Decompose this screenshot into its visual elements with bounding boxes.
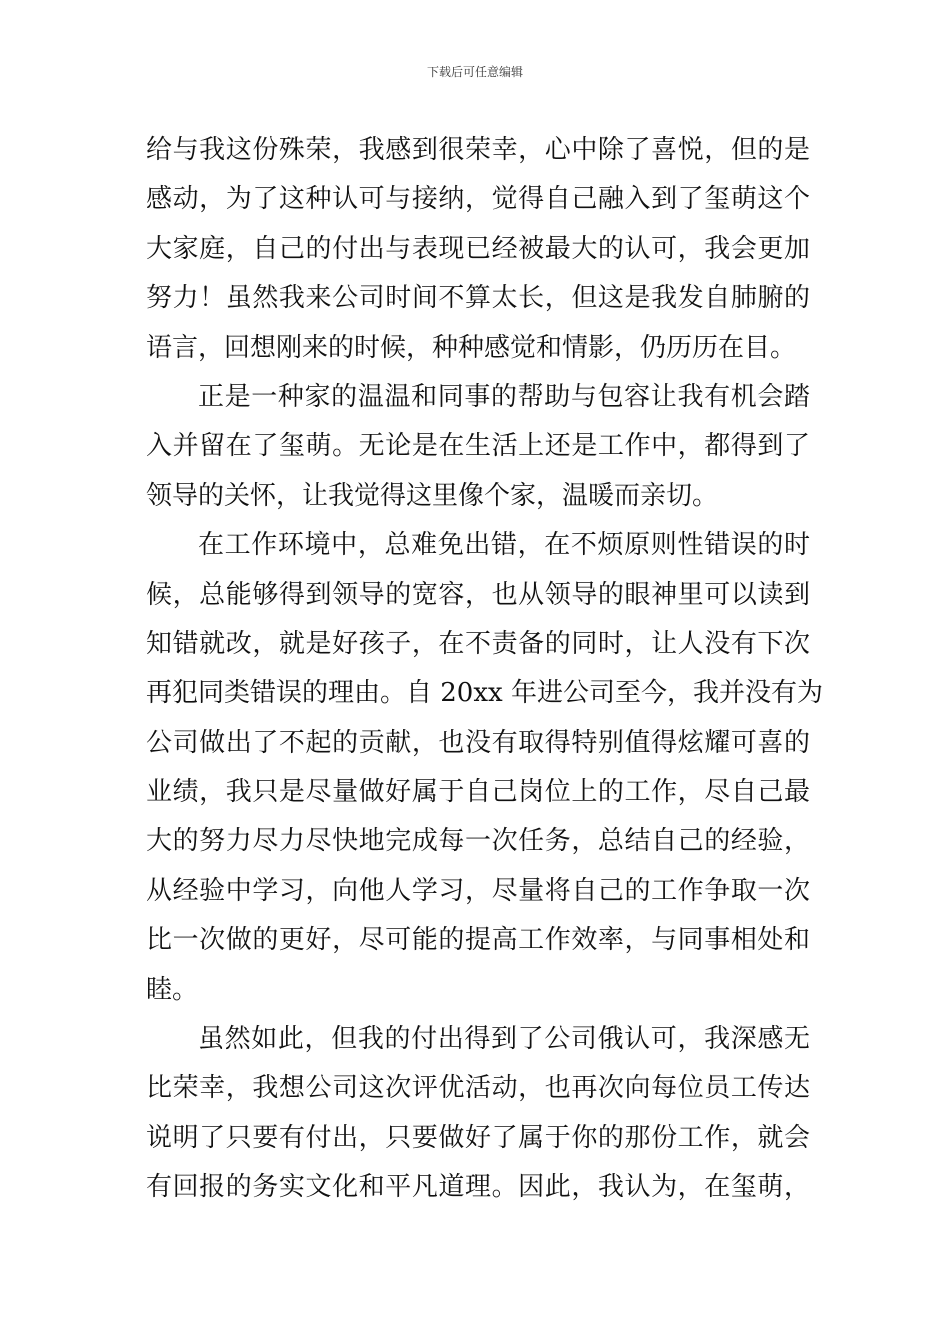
- text-line: 入并留在了玺萌。无论是在生活上还是工作中，都得到了: [146, 431, 810, 462]
- text-line: 再犯同类错误的理由。自 20xx 年进公司至今，我并没有为: [146, 678, 823, 709]
- paragraph-2: [146, 373, 810, 521]
- text-line: 大家庭，自己的付出与表现已经被最大的认可，我会更加: [146, 233, 810, 264]
- paragraph-4: [146, 1015, 810, 1213]
- text-line: 候，总能够得到领导的宽容，也从领导的眼神里可以读到: [146, 579, 810, 610]
- text-line: 语言，回想刚来的时候，种种感觉和情影，仍历历在目。: [146, 332, 797, 363]
- paragraph-3: [146, 521, 823, 1015]
- document-body: [146, 126, 823, 1213]
- text-line: 大的努力尽力尽快地完成每一次任务，总结自己的经验，: [146, 826, 810, 857]
- text-line: 在工作环境中，总难免出错，在不烦原则性错误的时: [198, 530, 810, 561]
- text-line: 给与我这份殊荣，我感到很荣幸，心中除了喜悦，但的是: [146, 135, 810, 165]
- text-line: 知错就改，就是好孩子，在不责备的同时，让人没有下次: [146, 628, 810, 659]
- text-line: 比一次做的更好，尽可能的提高工作效率，与同事相处和: [146, 925, 810, 956]
- text-line: 睦。: [146, 974, 199, 1005]
- text-line: 公司做出了不起的贡献，也没有取得特别值得炫耀可喜的: [146, 727, 810, 758]
- text-line: 有回报的务实文化和平凡道理。因此，我认为，在玺萌，: [146, 1172, 810, 1203]
- text-line: 努力！虽然我来公司时间不算太长，但这是我发自肺腑的: [146, 283, 810, 314]
- text-line: 说明了只要有付出，只要做好了属于你的那份工作，就会: [146, 1122, 810, 1153]
- page-header: 下载后可任意编辑: [426, 65, 523, 79]
- text-line: 业绩，我只是尽量做好属于自己岗位上的工作，尽自己最: [146, 777, 810, 808]
- text-line: 感动，为了这种认可与接纳，觉得自己融入到了玺萌这个: [146, 184, 810, 215]
- text-line: 比荣幸，我想公司这次评优活动，也再次向每位员工传达: [146, 1073, 810, 1104]
- text-line: 从经验中学习，向他人学习，尽量将自己的工作争取一次: [146, 875, 810, 906]
- text-line: 正是一种家的温温和同事的帮助与包容让我有机会踏: [198, 381, 810, 412]
- text-line: 领导的关怀，让我觉得这里像个家，温暖而亲切。: [146, 480, 719, 511]
- paragraph-1: [146, 126, 810, 373]
- text-line: 虽然如此，但我的付出得到了公司俄认可，我深感无: [198, 1024, 810, 1055]
